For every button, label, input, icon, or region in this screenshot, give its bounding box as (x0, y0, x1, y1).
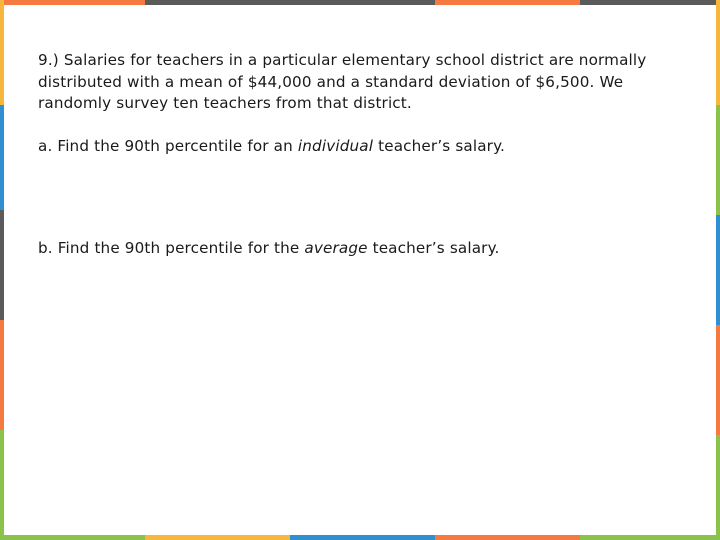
border-bottom-seg-5 (580, 535, 720, 540)
border-left-seg-3 (0, 210, 4, 320)
part-b-text-after: teacher’s salary. (367, 239, 500, 257)
problem-content (38, 50, 678, 260)
border-bottom-seg-3 (290, 535, 435, 540)
part-a-question (38, 136, 678, 158)
border-left-seg-5 (0, 430, 4, 540)
border-right-seg-5 (716, 435, 720, 540)
border-top-seg-1 (0, 0, 145, 5)
border-right-seg-4 (716, 325, 720, 435)
border-bottom-seg-1 (0, 535, 145, 540)
part-a-text-after: teacher’s salary. (373, 136, 506, 155)
border-right-seg-3 (716, 215, 720, 325)
border-left-seg-1 (0, 0, 4, 105)
border-top-seg-5 (580, 0, 720, 5)
border-top-seg-4 (435, 0, 580, 5)
part-b-emphasis: average (304, 239, 368, 257)
border-left-seg-4 (0, 320, 4, 430)
border-top-seg-3 (290, 0, 435, 5)
border-bottom-seg-2 (145, 535, 290, 540)
border-top-seg-2 (145, 0, 290, 5)
border-right-seg-2 (716, 105, 720, 215)
problem-intro: 9.) Salaries for teachers in a particular elementary school district are normally distributed with a mean of $44,000 and a standard deviation of $6,500. We randomly survey ten teachers from that district. (38, 51, 647, 112)
part-a-emphasis: individual (297, 136, 374, 155)
border-left-seg-2 (0, 105, 4, 210)
border-right-seg-1 (716, 0, 720, 105)
part-a-text-before: a. Find the 90th percentile for an (38, 136, 298, 155)
border-bottom-seg-4 (435, 535, 580, 540)
part-b-text-before: b. Find the 90th percentile for the (38, 239, 305, 257)
part-b-question (38, 238, 678, 260)
